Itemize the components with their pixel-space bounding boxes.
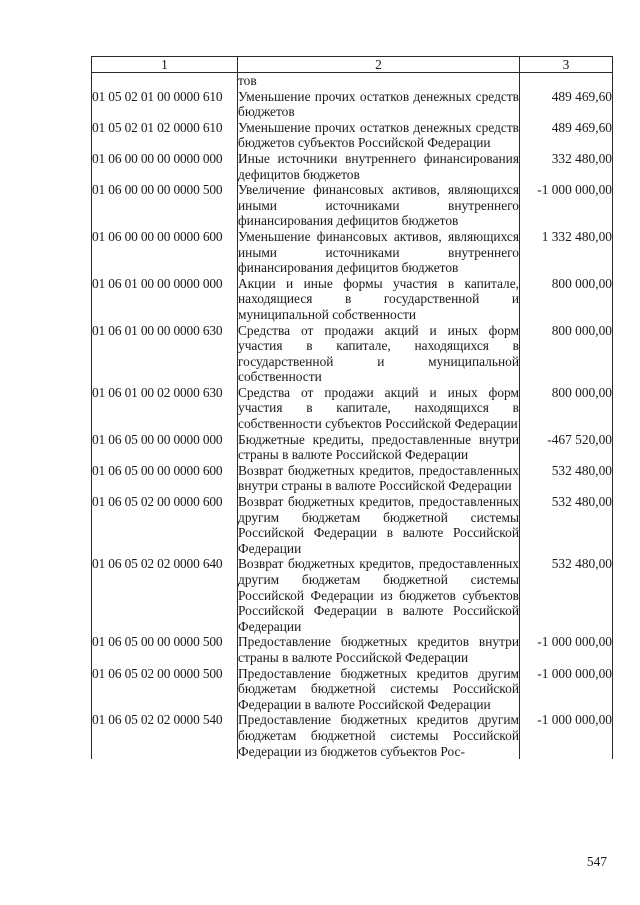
- row-amount: 489 469,60: [520, 120, 613, 151]
- row-code: 01 06 00 00 00 0000 500: [92, 182, 238, 229]
- table-row: [92, 556, 613, 634]
- table-row: [92, 151, 613, 182]
- row-name: Иные источники внутреннего финансирования дефицитов бюджетов: [238, 150, 519, 182]
- page-number: 547: [586, 854, 607, 869]
- row-amount: -1 000 000,00: [520, 182, 613, 229]
- row-code: 01 05 02 01 00 0000 610: [92, 89, 238, 120]
- row-amount: -1 000 000,00: [520, 712, 613, 759]
- column-header-amount: 3: [520, 57, 613, 73]
- row-name: тов: [238, 73, 520, 89]
- row-code: 01 06 01 00 00 0000 630: [92, 323, 238, 385]
- row-name: Уменьшение прочих остатков денежных средств бюджетов: [238, 88, 519, 120]
- row-name: Акции и иные формы участия в капитале, находящиеся в государственной и муниципальной собственности: [238, 275, 519, 322]
- row-code: 01 06 05 02 00 0000 600: [92, 494, 238, 556]
- row-code: 01 06 05 00 00 0000 500: [92, 634, 238, 665]
- table-row: [92, 73, 613, 89]
- row-code: 01 06 05 00 00 0000 000: [92, 432, 238, 463]
- row-code: 01 06 05 00 00 0000 600: [92, 463, 238, 494]
- row-amount: 332 480,00: [520, 151, 613, 182]
- table-row: [92, 323, 613, 385]
- row-amount: -1 000 000,00: [520, 634, 613, 665]
- row-amount: 1 332 480,00: [520, 229, 613, 276]
- row-name: Предоставление бюджетных кредитов другим бюджетам бюджетной системы Российской Федерации в валюте Российской Федерации: [238, 665, 519, 712]
- row-amount: 532 480,00: [520, 556, 613, 634]
- table-row: [92, 494, 613, 556]
- table-row: [92, 463, 613, 494]
- column-header-name: 2: [238, 57, 520, 73]
- row-amount: 489 469,60: [520, 89, 613, 120]
- row-amount: 800 000,00: [520, 276, 613, 323]
- row-name: Возврат бюджетных кредитов, предоставленных внутри страны в валюте Российской Федерации: [238, 462, 519, 494]
- row-name: Возврат бюджетных кредитов, предоставленных другим бюджетам бюджетной системы Российской Федерации из бюджетов субъектов Российской Федерации в валюте Российской Федерации: [238, 556, 519, 634]
- row-code: 01 06 01 00 02 0000 630: [92, 385, 238, 432]
- row-name: Уменьшение финансовых активов, являющихся иными источниками внутреннего финансирования дефицитов бюджетов: [238, 228, 519, 276]
- table-header: [92, 57, 613, 73]
- row-code: 01 06 05 02 02 0000 640: [92, 556, 238, 634]
- row-name: Предоставление бюджетных кредитов другим бюджетам бюджетной системы Российской Федерации из бюджетов субъектов Рос-: [238, 712, 519, 759]
- budget-sources-table: [91, 56, 613, 759]
- row-amount: [520, 73, 613, 89]
- row-amount: 532 480,00: [520, 463, 613, 494]
- row-name: Уменьшение прочих остатков денежных средств бюджетов субъектов Российской Федерации: [238, 119, 519, 151]
- row-name: Увеличение финансовых активов, являющихся иными источниками внутреннего финансирования дефицитов бюджетов: [238, 182, 519, 229]
- row-name: Предоставление бюджетных кредитов внутри страны в валюте Российской Федерации: [238, 634, 519, 665]
- row-name: Возврат бюджетных кредитов, предоставленных другим бюджетам бюджетной системы Российской Федерации в валюте Российской Федерации: [238, 494, 519, 556]
- table-row: [92, 712, 613, 759]
- row-name: Средства от продажи акций и иных форм участия в капитале, находящихся в государственной и муниципальной собственности: [238, 322, 519, 385]
- table-row: [92, 276, 613, 323]
- row-code: 01 06 05 02 00 0000 500: [92, 666, 238, 713]
- row-amount: 532 480,00: [520, 494, 613, 556]
- table-row: [92, 385, 613, 432]
- column-header-code: 1: [92, 57, 238, 73]
- row-amount: 800 000,00: [520, 323, 613, 385]
- row-code: 01 06 01 00 00 0000 000: [92, 276, 238, 323]
- header-row: [92, 57, 613, 73]
- row-amount: -467 520,00: [520, 432, 613, 463]
- table-row: [92, 182, 613, 229]
- row-name: Бюджетные кредиты, предоставленные внутри страны в валюте Российской Федерации: [238, 431, 519, 463]
- row-amount: 800 000,00: [520, 385, 613, 432]
- row-code: 01 06 05 02 02 0000 540: [92, 712, 238, 759]
- row-code: 01 06 00 00 00 0000 600: [92, 229, 238, 276]
- table-row: [92, 432, 613, 463]
- row-amount: -1 000 000,00: [520, 666, 613, 713]
- table-row: [92, 89, 613, 120]
- row-name: Средства от продажи акций и иных форм участия в капитале, находящихся в собственности субъектов Российской Федерации: [238, 384, 519, 432]
- row-code: 01 06 00 00 00 0000 000: [92, 151, 238, 182]
- table-row: [92, 666, 613, 713]
- table-row: [92, 120, 613, 151]
- row-code: [92, 73, 238, 89]
- row-code: 01 05 02 01 02 0000 610: [92, 120, 238, 151]
- table-body: [92, 73, 613, 760]
- table-row: [92, 229, 613, 276]
- table-row: [92, 634, 613, 665]
